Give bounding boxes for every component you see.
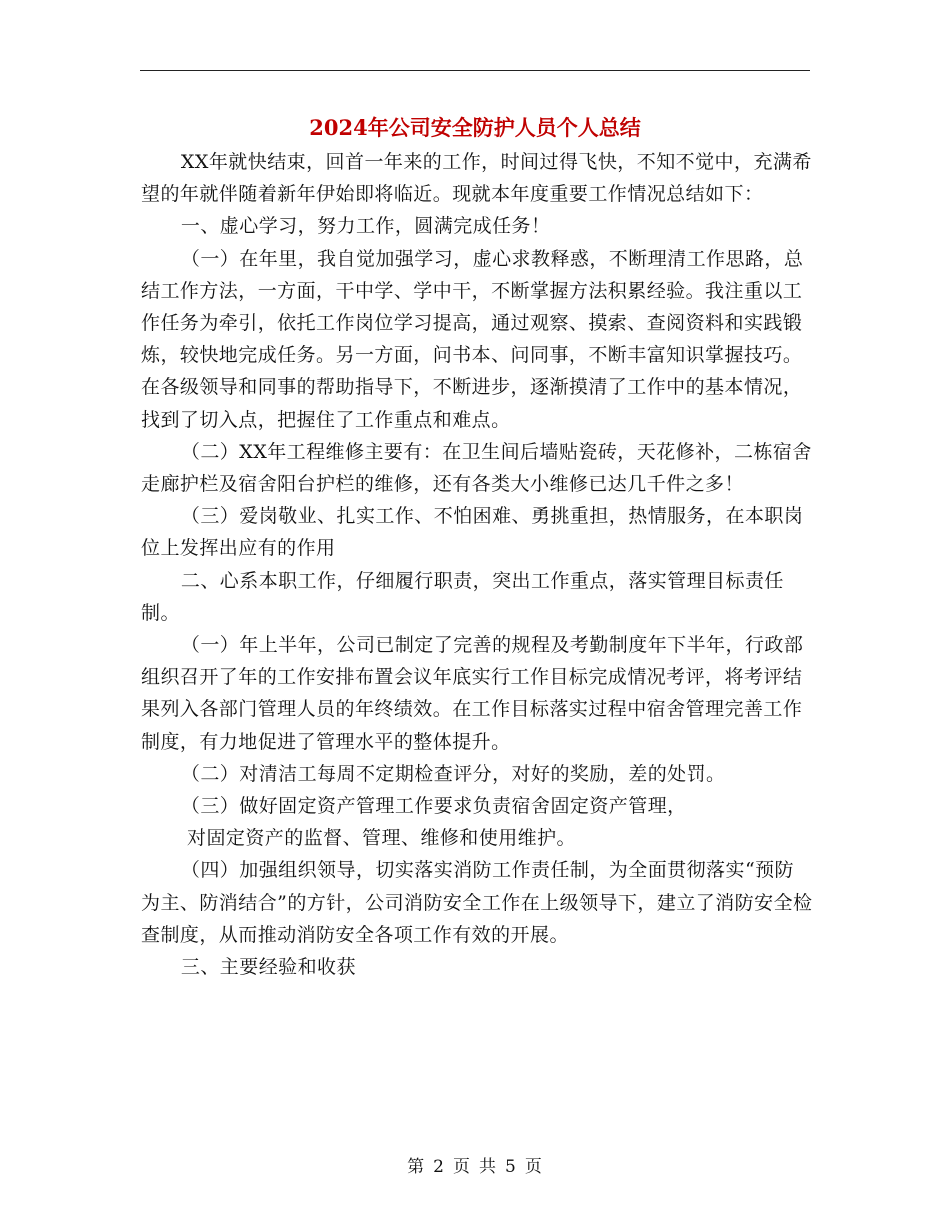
footer-total-unit: 页 — [524, 1157, 543, 1177]
footer-page-label: 第 — [407, 1157, 426, 1177]
page-footer — [0, 1152, 950, 1177]
document-title: 2024年公司安全防护人员个人总结 — [309, 115, 641, 140]
section-heading-2: 二、心系本职工作，仔细履行职责，突出工作重点，落实管理目标责任制。 — [141, 569, 784, 624]
paragraph-2-4: （四）加强组织领导，切实落实消防工作责任制，为全面贯彻落实“预防为主、防消结合”的方针，公司消防安全工作在上级领导下，建立了消防安全检查制度，从而推动消防安全各项工作有效的开展。 — [141, 859, 813, 946]
paragraph-intro: XX年就快结束，回首一年来的工作，时间过得飞快，不知不觉中，充满希望的年就伴随着新年伊始即将临近。现就本年度重要工作情况总结如下： — [141, 151, 812, 206]
paragraph-2-3: （三）做好固定资产管理工作要求负责宿舍固定资产管理， — [180, 795, 687, 818]
section-heading-1: 一、虚心学习，努力工作，圆满完成任务！ — [180, 215, 551, 238]
header-rule — [140, 70, 810, 71]
paragraph-2-3-continued: 对固定资产的监督、管理、维修和使用维护。 — [187, 827, 577, 850]
paragraph-1-2: （二）XX年工程维修主要有：在卫生间后墙贴瓷砖，天花修补，二栋宿舍走廊护栏及宿舍阳台护栏的维修，还有各类大小维修已达几千件之多！ — [141, 440, 812, 496]
footer-page-number: 2 — [433, 1157, 445, 1177]
paragraph-1-1: （一）在年里，我自觉加强学习，虚心求教释惑，不断理清工作思路，总结工作方法，一方面，干中学、学中干，不断掌握方法积累经验。我注重以工作任务为牵引，依托工作岗位学习提高，通过观察、摸索、查阅资料和实践锻炼，较快地完成任务。另一方面，问书本、问同事，不断丰富知识掌握技巧。在各级领导和同事的帮助指导下，不断进步，逐渐摸清了工作中的基本情况，找到了切入点，把握住了工作重点和难点。 — [141, 247, 804, 431]
paragraph-2-2: （二）对清洁工每周不定期检查评分，对好的奖励，差的处罚。 — [180, 762, 726, 785]
document-body — [141, 146, 813, 983]
footer-total-label: 共 — [479, 1157, 497, 1177]
paragraph-1-3: （三）爱岗敬业、扎实工作、不怕困难、勇挑重担，热情服务，在本职岗位上发挥出应有的作用 — [141, 505, 804, 560]
footer-page-unit: 页 — [453, 1157, 471, 1177]
footer-total-pages: 5 — [505, 1157, 517, 1177]
section-heading-3: 三、主要经验和收获 — [180, 956, 356, 979]
paragraph-2-1: （一）年上半年，公司已制定了完善的规程及考勤制度年下半年，行政部组织召开了年的工作安排布置会议年底实行工作目标完成情况考评，将考评结果列入各部门管理人员的年终绩效。在工作目标落实过程中宿舍管理完善工作制度，有力地促进了管理水平的整体提升。 — [141, 634, 804, 753]
